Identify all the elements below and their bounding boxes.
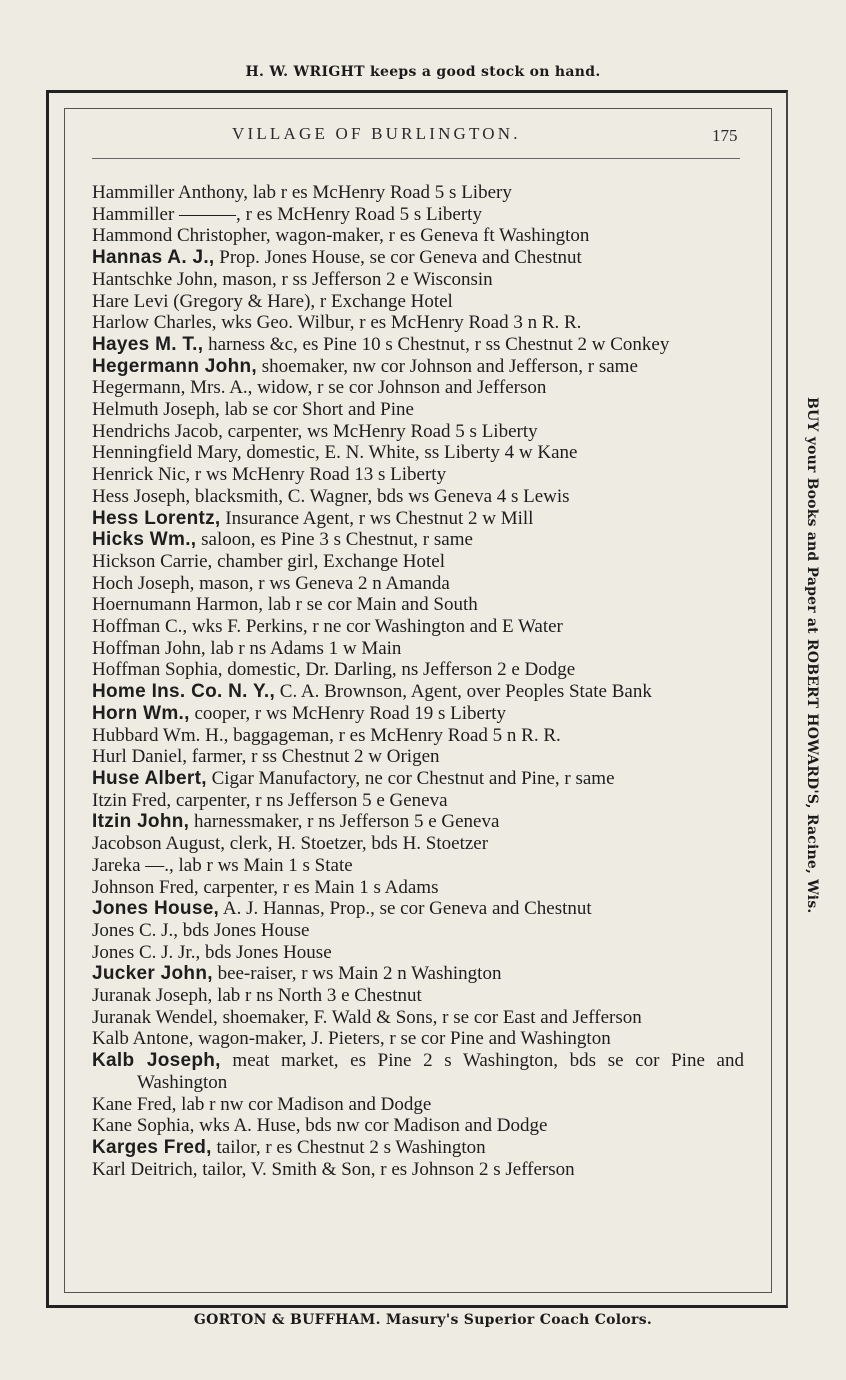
directory-entry — [92, 877, 744, 899]
entry-name: Kalb Antone, — [92, 1028, 194, 1050]
entry-name: Hegermann John, — [92, 355, 257, 377]
entry-details: harness &c, es Pine 10 s Chestnut, r ss Chestnut 2 w Conkey — [203, 333, 670, 355]
entry-details: r ws McHenry Road 13 s Liberty — [190, 464, 447, 486]
entry-name: Jareka —., — [92, 854, 174, 876]
entry-details: bds Jones House — [178, 919, 310, 941]
entry-name: Henrick Nic, — [92, 464, 191, 486]
entry-name: Juranak Joseph, — [92, 985, 213, 1007]
entry-details: lab r ns North 3 e Chestnut — [212, 985, 422, 1007]
entry-name: Hubbard Wm. H., — [92, 724, 229, 746]
directory-entry — [92, 920, 744, 942]
directory-entry — [92, 1159, 744, 1181]
side-advertisement: BUY your Books and Paper at ROBERT HOWARD'S, Racine, Wis. — [804, 397, 820, 914]
entry-name: Hickson Carrie, — [92, 550, 213, 572]
entry-details: tailor, r es Chestnut 2 s Washington — [211, 1136, 486, 1158]
entry-details: meat market, es Pine 2 s Washington, bds se cor Pine and Washington — [137, 1050, 744, 1093]
directory-entry — [92, 1115, 744, 1137]
directory-entry — [92, 421, 744, 443]
entry-name: Kane Sophia, — [92, 1115, 195, 1137]
entry-name: Huse Albert, — [92, 767, 207, 789]
directory-entry — [92, 703, 744, 725]
directory-entry — [92, 681, 744, 703]
entry-details: domestic, E. N. White, ss Liberty 4 w Kane — [241, 442, 578, 464]
entry-name: Hantschke John, — [92, 268, 218, 290]
entry-name: Hicks Wm., — [92, 529, 197, 551]
directory-entry — [92, 225, 744, 247]
directory-entry — [92, 464, 744, 486]
directory-entry — [92, 1028, 744, 1050]
directory-entry — [92, 529, 744, 551]
entry-name: Hoffman John, — [92, 637, 206, 659]
entry-details: lab r es McHenry Road 5 s Libery — [248, 182, 512, 203]
entry-details: clerk, H. Stoetzer, bds H. Stoetzer — [225, 833, 489, 855]
entry-details: (Gregory & Hare), r Exchange Hotel — [168, 290, 453, 312]
entry-details: bds Jones House — [200, 941, 332, 963]
directory-entry — [92, 833, 744, 855]
entry-name: Juranak Wendel, — [92, 1006, 218, 1028]
entry-name: Karges Fred, — [92, 1136, 212, 1158]
entry-name: Hoffman C., — [92, 616, 188, 638]
header-advertisement: H. W. WRIGHT keeps a good stock on hand. — [245, 64, 601, 80]
entry-details: Cigar Manufactory, ne cor Chestnut and Pine, r same — [206, 767, 615, 789]
entry-details: carpenter, r ns Jefferson 5 e Geneva — [171, 789, 448, 811]
directory-entry — [92, 508, 744, 530]
directory-entry — [92, 659, 744, 681]
directory-entry — [92, 247, 744, 269]
entry-details: farmer, r ss Chestnut 2 w Origen — [186, 746, 440, 768]
entry-name: Henningfield Mary, — [92, 442, 242, 464]
entry-details: wagon-maker, r es Geneva ft Washington — [270, 225, 590, 247]
entry-name: Hoffman Sophia, — [92, 659, 223, 681]
entry-name: Hurl Daniel, — [92, 746, 187, 768]
directory-entry — [92, 790, 744, 812]
entry-name: Jones House, — [92, 898, 220, 920]
entry-name: Itzin John, — [92, 811, 190, 833]
directory-entry — [92, 377, 744, 399]
entry-details: lab r ws Main 1 s State — [173, 854, 353, 876]
entry-details: cooper, r ws McHenry Road 19 s Liberty — [189, 702, 507, 724]
entry-name: Hammiller ———, — [92, 203, 241, 225]
running-head: VILLAGE OF BURLINGTON. — [232, 124, 521, 143]
entry-details: lab r ns Adams 1 w Main — [205, 637, 402, 659]
entry-details: Insurance Agent, r ws Chestnut 2 w Mill — [220, 507, 534, 529]
entry-name: Harlow Charles, — [92, 312, 217, 334]
directory-entries — [92, 182, 744, 1180]
entry-details: tailor, V. Smith & Son, r es Johnson 2 s Jefferson — [197, 1158, 575, 1180]
directory-entry — [92, 616, 744, 638]
entry-details: carpenter, ws McHenry Road 5 s Liberty — [222, 420, 538, 442]
entry-details: chamber girl, Exchange Hotel — [212, 550, 445, 572]
header-rule — [92, 158, 740, 159]
directory-entry — [92, 269, 744, 291]
entry-name: Itzin Fred, — [92, 789, 172, 811]
entry-details: shoemaker, F. Wald & Sons, r se cor East and Jefferson — [217, 1006, 642, 1028]
entry-name: Jones C. J., — [92, 919, 179, 941]
entry-name: Hess Joseph, — [92, 485, 191, 507]
entry-details: shoemaker, nw cor Johnson and Jefferson, r same — [256, 355, 638, 377]
entry-name: Kane Fred, — [92, 1093, 177, 1115]
directory-entry — [92, 204, 744, 226]
entry-details: Prop. Jones House, se cor Geneva and Chestnut — [214, 247, 582, 269]
entry-name: Hammond Christopher, — [92, 225, 271, 247]
entry-name: Hoch Joseph, — [92, 572, 195, 594]
directory-entry — [92, 291, 744, 313]
entry-name: Home Ins. Co. N. Y., — [92, 681, 276, 703]
entry-details: bee-raiser, r ws Main 2 n Washington — [212, 963, 502, 985]
entry-name: Helmuth Joseph, — [92, 399, 220, 421]
entry-details: lab r nw cor Madison and Dodge — [176, 1093, 432, 1115]
entry-details: mason, r ws Geneva 2 n Amanda — [194, 572, 450, 594]
directory-entry — [92, 1137, 744, 1159]
entry-name: Jucker John, — [92, 963, 213, 985]
entry-name: Hegermann, — [92, 377, 186, 399]
directory-entry — [92, 334, 744, 356]
directory-entry — [92, 399, 744, 421]
directory-entry — [92, 811, 744, 833]
entry-details: mason, r ss Jefferson 2 e Wisconsin — [217, 268, 493, 290]
directory-entry — [92, 855, 744, 877]
entry-details: A. J. Hannas, Prop., se cor Geneva and Chestnut — [219, 898, 592, 920]
entry-name: Hare Levi — [92, 290, 169, 312]
entry-name: Jones C. J. Jr., — [92, 941, 201, 963]
entry-name: Karl Deitrich, — [92, 1158, 198, 1180]
entry-details: carpenter, r es Main 1 s Adams — [198, 876, 439, 898]
entry-name: Kalb Joseph, — [92, 1050, 221, 1072]
directory-entry — [92, 1007, 744, 1029]
entry-name: Hess Lorentz, — [92, 507, 221, 529]
entry-details: lab se cor Short and Pine — [219, 399, 414, 421]
entry-details: harnessmaker, r ns Jefferson 5 e Geneva — [189, 811, 500, 833]
directory-entry — [92, 963, 744, 985]
entry-details: blacksmith, C. Wagner, bds ws Geneva 4 s Lewis — [190, 485, 570, 507]
directory-entry — [92, 768, 744, 790]
entry-name: Johnson Fred, — [92, 876, 199, 898]
entry-details: Mrs. A., widow, r se cor Johnson and Jefferson — [185, 377, 547, 399]
directory-entry — [92, 182, 744, 204]
entry-details: wks Geo. Wilbur, r es McHenry Road 3 n R. R. — [216, 312, 582, 334]
page-number: 175 — [712, 126, 738, 145]
entry-details: lab r se cor Main and South — [262, 594, 478, 616]
directory-entry — [92, 1050, 744, 1093]
directory-entry — [92, 725, 744, 747]
entry-details: saloon, es Pine 3 s Chestnut, r same — [196, 529, 473, 551]
directory-entry — [92, 594, 744, 616]
entry-name: Hoernumann Harmon, — [92, 594, 263, 616]
footer-advertisement: GORTON & BUFFHAM. Masury's Superior Coach Colors. — [193, 1312, 653, 1328]
entry-name: Hendrichs Jacob, — [92, 420, 223, 442]
directory-entry — [92, 442, 744, 464]
directory-entry — [92, 551, 744, 573]
entry-name: Hammiller Anthony, — [92, 182, 249, 203]
directory-entry — [92, 942, 744, 964]
entry-details: C. A. Brownson, Agent, over Peoples State Bank — [275, 681, 652, 703]
directory-entry — [92, 573, 744, 595]
directory-entry — [92, 312, 744, 334]
entry-details: baggageman, r es McHenry Road 5 n R. R. — [228, 724, 561, 746]
entry-name: Hannas A. J., — [92, 247, 215, 269]
entry-details: domestic, Dr. Darling, ns Jefferson 2 e Dodge — [222, 659, 576, 681]
entry-details: r es McHenry Road 5 s Liberty — [240, 203, 482, 225]
directory-entry — [92, 638, 744, 660]
entry-name: Hayes M. T., — [92, 333, 204, 355]
entry-name: Horn Wm., — [92, 702, 190, 724]
directory-entry — [92, 1094, 744, 1116]
directory-entry — [92, 985, 744, 1007]
directory-entry — [92, 486, 744, 508]
entry-details: wks A. Huse, bds nw cor Madison and Dodge — [194, 1115, 548, 1137]
entry-name: Jacobson August, — [92, 833, 225, 855]
entry-details: wagon-maker, J. Pieters, r se cor Pine and Washington — [193, 1028, 611, 1050]
entry-details: wks F. Perkins, r ne cor Washington and E Water — [187, 616, 563, 638]
directory-entry — [92, 746, 744, 768]
directory-entry — [92, 898, 744, 920]
directory-entry — [92, 356, 744, 378]
